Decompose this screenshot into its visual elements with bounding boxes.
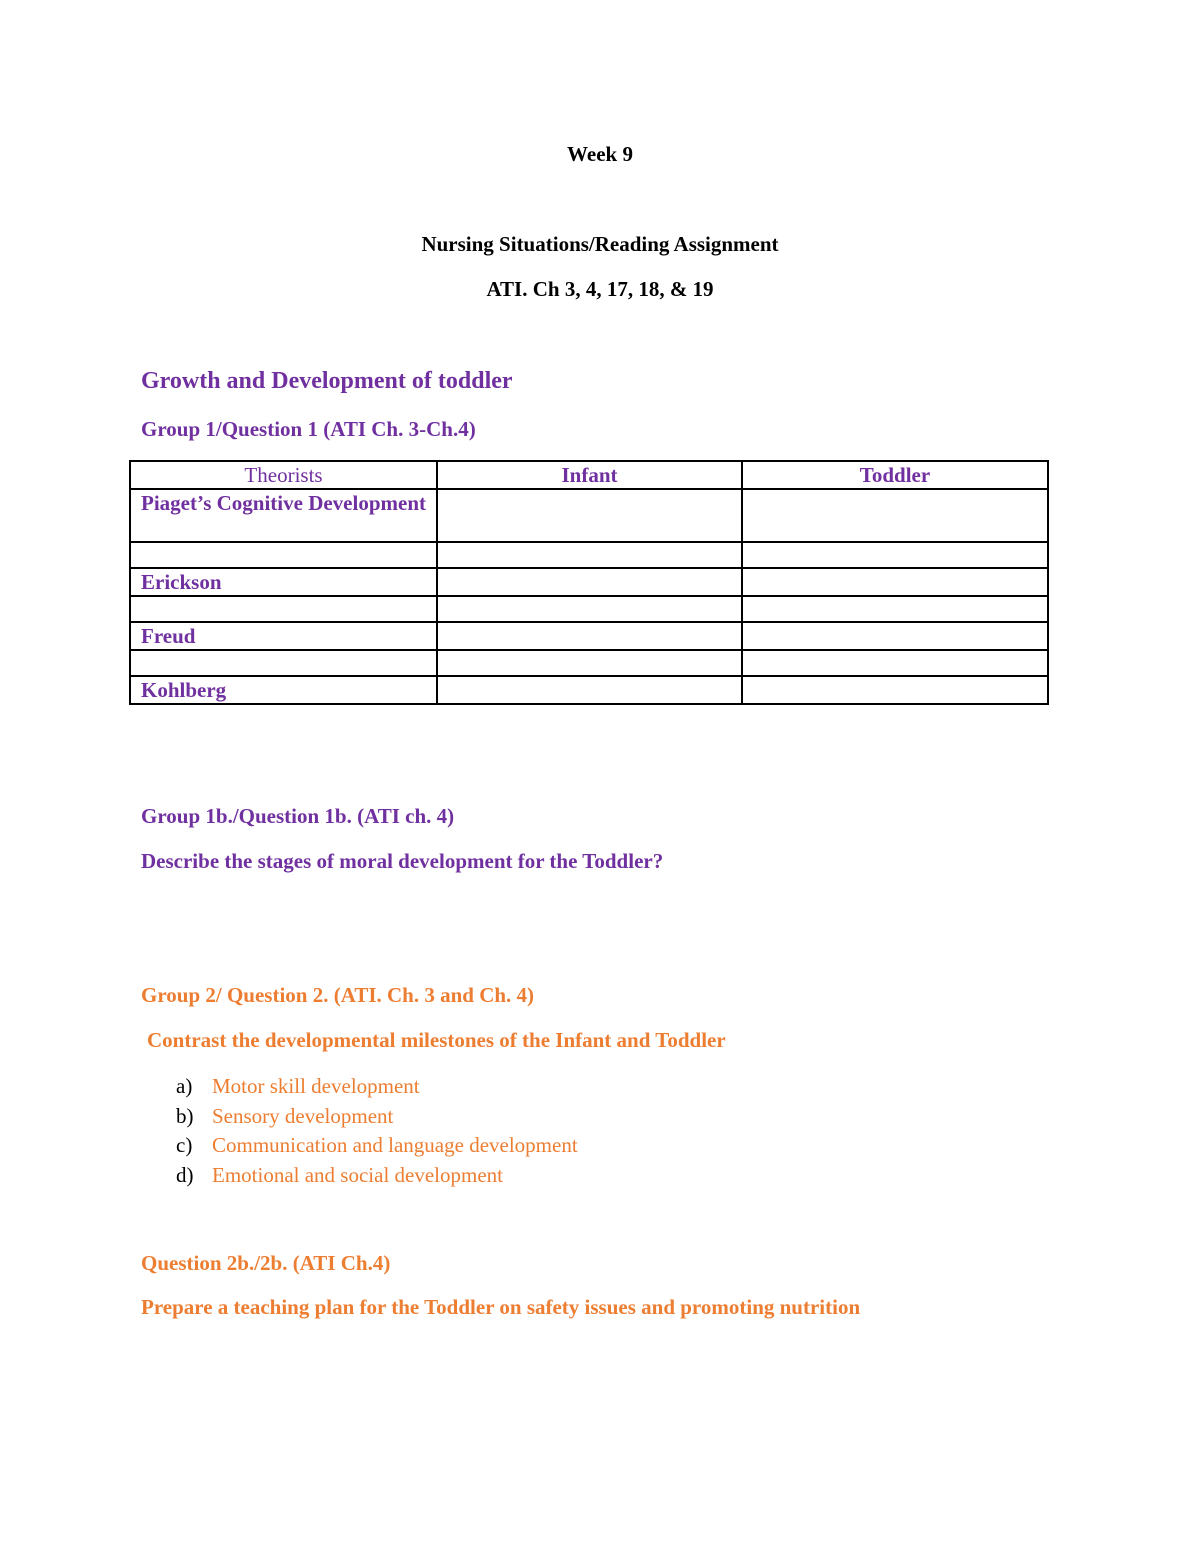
list-item: [176, 1072, 578, 1102]
infant-cell: [437, 568, 742, 596]
theorist-cell: Kohlberg: [130, 676, 437, 704]
table-row: [130, 568, 1048, 596]
toddler-cell: [742, 676, 1048, 704]
toddler-cell: [742, 596, 1048, 622]
question-2b-prompt: Prepare a teaching plan for the Toddler on safety issues and promoting nutrition: [141, 1295, 861, 1319]
question-1b-label: Group 1b./Question 1b. (ATI ch. 4): [141, 804, 455, 828]
theorist-cell: Piaget’s Cognitive Development: [130, 489, 437, 542]
infant-cell: [437, 596, 742, 622]
list-item: [176, 1102, 578, 1132]
table-row: [130, 676, 1048, 704]
theorists-table: [129, 460, 1049, 705]
table-row: [130, 650, 1048, 676]
theorist-cell: [130, 542, 437, 568]
list-marker: a): [176, 1074, 193, 1098]
list-marker: c): [176, 1133, 193, 1157]
infant-cell: [437, 622, 742, 650]
infant-cell: [437, 676, 742, 704]
list-item-text: Sensory development: [212, 1103, 394, 1128]
week-label: Week 9: [567, 142, 633, 166]
toddler-cell: [742, 568, 1048, 596]
infant-cell: [437, 489, 742, 542]
theorist-cell: [130, 650, 437, 676]
header-toddler: Toddler: [742, 461, 1048, 489]
table-header-row: [130, 461, 1048, 489]
table-row: [130, 596, 1048, 622]
question-2-prompt: Contrast the developmental milestones of the Infant and Toddler: [147, 1028, 726, 1052]
theorist-cell: Erickson: [130, 568, 437, 596]
question-1-label: Group 1/Question 1 (ATI Ch. 3-Ch.4): [141, 417, 476, 441]
theorist-cell: Freud: [130, 622, 437, 650]
list-marker: b): [176, 1103, 194, 1128]
header-theorists: Theorists: [130, 461, 437, 489]
toddler-cell: [742, 622, 1048, 650]
list-item-text: Emotional and social development: [212, 1162, 504, 1187]
milestones-list: [176, 1072, 578, 1190]
page-title: Nursing Situations/Reading Assignment: [421, 232, 779, 256]
theorist-cell: [130, 596, 437, 622]
question-2b-label: Question 2b./2b. (ATI Ch.4): [141, 1251, 391, 1275]
chapter-reference: ATI. Ch 3, 4, 17, 18, & 19: [486, 277, 714, 301]
toddler-cell: [742, 542, 1048, 568]
section-heading: Growth and Development of toddler: [141, 368, 513, 394]
list-marker: d): [176, 1162, 194, 1187]
question-2-label: Group 2/ Question 2. (ATI. Ch. 3 and Ch. 4): [141, 983, 535, 1007]
toddler-cell: [742, 489, 1048, 542]
header-infant: Infant: [437, 461, 742, 489]
list-item: [176, 1131, 578, 1161]
infant-cell: [437, 650, 742, 676]
question-1b-prompt: Describe the stages of moral development for the Toddler?: [141, 849, 664, 873]
toddler-cell: [742, 650, 1048, 676]
table-row: [130, 542, 1048, 568]
list-item-text: Motor skill development: [212, 1074, 420, 1098]
infant-cell: [437, 542, 742, 568]
list-item: [176, 1161, 578, 1191]
list-item-text: Communication and language development: [212, 1133, 578, 1157]
table-row: [130, 489, 1048, 542]
table-row: [130, 622, 1048, 650]
